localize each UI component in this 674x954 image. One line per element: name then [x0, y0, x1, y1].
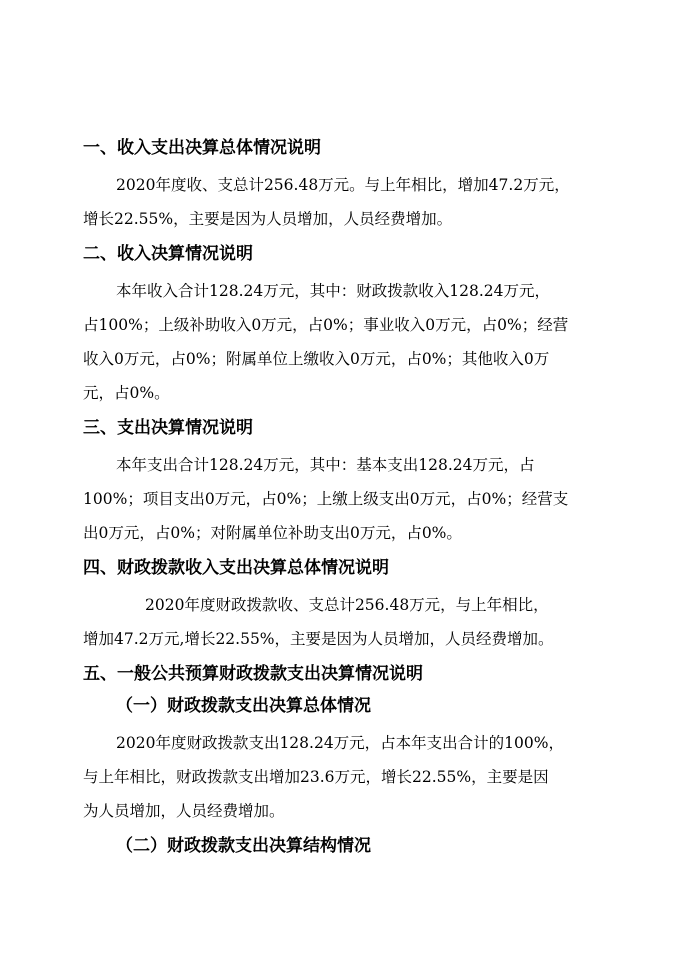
section-paragraph-4	[83, 588, 603, 656]
paragraph-line: 为人员增加，人员经费增加。	[83, 802, 285, 820]
paragraph-line: 2020年度财政拨款支出128.24万元，占本年支出合计的100%，	[116, 734, 564, 752]
subsection-heading-1: （一）财政拨款支出决算总体情况	[116, 696, 371, 716]
paragraph-line: 2020年度财政拨款收、支总计256.48万元，与上年相比，	[145, 596, 549, 614]
paragraph-line: 出0万元，占0%；对附属单位补助支出0万元，占0%。	[83, 524, 462, 542]
section-heading-3: 三、支出决算情况说明	[83, 418, 253, 438]
paragraph-line: 收入0万元，占0%；附属单位上缴收入0万元，占0%；其他收入0万	[83, 350, 550, 368]
section-heading-2: 二、收入决算情况说明	[83, 244, 253, 264]
paragraph-line: 本年支出合计128.24万元，其中：基本支出128.24万元，占	[116, 456, 535, 474]
section-paragraph-1	[83, 168, 603, 236]
paragraph-line: 100%；项目支出0万元，占0%；上缴上级支出0万元，占0%；经营支	[83, 490, 569, 508]
document-body	[83, 136, 603, 866]
paragraph-line: 占100%；上级补助收入0万元，占0%；事业收入0万元，占0%；经营	[83, 316, 569, 334]
paragraph-line: 2020年度收、支总计256.48万元。与上年相比，增加47.2万元，	[116, 176, 570, 194]
section-heading-5: 五、一般公共预算财政拨款支出决算情况说明	[83, 664, 423, 684]
section-paragraph-2	[83, 274, 603, 410]
paragraph-line: 增加47.2万元,增长22.55%，主要是因为人员增加，人员经费增加。	[83, 630, 554, 648]
paragraph-line: 增长22.55%，主要是因为人员增加，人员经费增加。	[83, 210, 453, 228]
section-heading-4: 四、财政拨款收入支出决算总体情况说明	[83, 558, 389, 578]
subsection-heading-2: （二）财政拨款支出决算结构情况	[116, 836, 371, 856]
section-paragraph-3	[83, 448, 603, 550]
section-paragraph-5	[83, 726, 603, 828]
paragraph-line: 与上年相比，财政拨款支出增加23.6万元，增长22.55%，主要是因	[83, 768, 549, 786]
section-heading-1: 一、收入支出决算总体情况说明	[83, 138, 321, 158]
paragraph-line: 本年收入合计128.24万元，其中：财政拨款收入128.24万元，	[116, 282, 550, 300]
paragraph-line: 元，占0%。	[83, 384, 170, 402]
